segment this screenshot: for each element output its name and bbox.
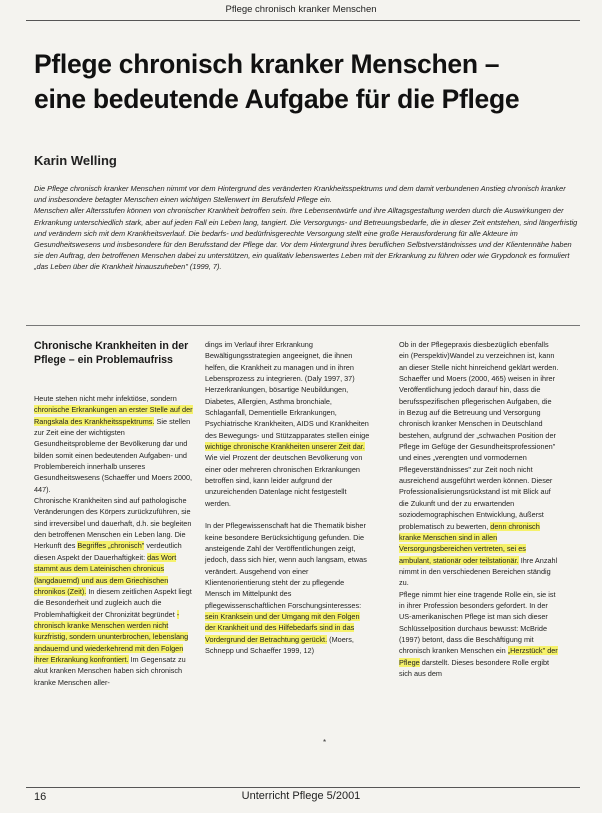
text-run: Wie viel Prozent der deutschen Bevölkerung von einer oder mehreren chronischen Erkrankungen betroffen sind, kann leider aufgrund der unzureichenden Datenlage nicht festgestellt werden. bbox=[205, 453, 363, 508]
paragraph bbox=[34, 393, 194, 495]
highlighted-text: Begriffes „chronisch" bbox=[77, 541, 145, 551]
article-title bbox=[34, 47, 574, 117]
abstract-paragraph-1: Die Pflege chronisch kranker Menschen nimmt vor dem Hintergrund des veränderten Krankheitsspektrums und dem damit verbundenen Anstieg chronisch kranker und insbesondere betagter Menschen einen wichtigen Stellenwert im Berufsfeld Pflege ein. bbox=[34, 184, 566, 205]
column-3 bbox=[399, 339, 559, 679]
highlighted-text: denn chronisch kranke Menschen sind in allen Versorgungsbereichen vertreten, sei es ambulant, stationär oder teilstationär. bbox=[399, 521, 540, 565]
highlighted-text: sein Kranksein und der Umgang mit den Folgen der Krankheit und des Hilfebedarfs sind in das Vordergrund der Betrachtung gerückt. bbox=[205, 611, 360, 644]
text-run: Im Gegensatz zu akut kranken Menschen haben sich chronisch kranke Menschen aller- bbox=[34, 654, 186, 687]
paragraph-gap bbox=[205, 509, 370, 520]
highlighted-text: das Wort stammt aus dem Lateinischen chronicus (langdauernd) und aus dem Griechischen chronikos (Zeit). bbox=[34, 552, 177, 596]
highlighted-text: wichtige chronische Krankheiten unserer Zeit dar. bbox=[205, 442, 365, 452]
column-1 bbox=[34, 339, 194, 688]
abstract-rule bbox=[26, 325, 580, 326]
page-number: 16 bbox=[34, 791, 47, 803]
text-run: Chronische Krankheiten sind auf pathologische Veränderungen des Körpers zurückzuführen, sie sind irreversibel und dauerhaft, d.h. sie begleiten den betroffenen Menschen ein Leben lang. Die Herkunft des bbox=[34, 496, 192, 551]
text-run: In diesem zeitlichen Aspekt liegt die Besonderheit und zugleich auch die Problemhaftigkeit der Chronizität begründet bbox=[34, 586, 192, 619]
text-run: darstellt. Dieses besondere Rolle ergibt sich aus dem bbox=[399, 657, 550, 678]
footer-rule bbox=[26, 787, 580, 788]
text-run: Ob in der Pflegepraxis diesbezüglich ebenfalls ein (Perspektiv)Wandel zu verzeichnen ist, kann an dieser Stelle nicht hinreichend geklärt werden. Schaeffer und Moers (2000, 465) weisen in ihrer Veröffentlichung jedoch darauf hin, dass die berufsspezifischen pflegerischen Aufgaben, die in Bezug auf die Betreuung und Versorgung chronisch kranker Menschen in Deutschland bestehen, aufgrund der „schwachen Position der Pflege im Gefüge der Gesundheitsprofessionen" und eines „verengten und vormodernen Pflegeverständnisses" zur Zeit noch nicht ausreichend ausgeführt werden können. Dieser Professionalisierungsrückstand ist mit Blick auf die Zukunft und der zu erwartenden soziodemographischen Entwicklung, äußerst problematisch zu bewerten, bbox=[399, 340, 559, 531]
header-rule bbox=[26, 20, 580, 21]
highlighted-text: chronische Erkrankungen an erster Stelle auf der Rangskala des Krankheitsspektrums. bbox=[34, 405, 193, 426]
text-run: verdeutlich diesen Aspekt der Dauerhaftigkeit: bbox=[34, 541, 182, 562]
author-name: Karin Welling bbox=[34, 153, 117, 168]
abstract bbox=[34, 183, 580, 273]
text-run: Ihre Anzahl nimmt in den verschiedenen Bereichen ständig zu. bbox=[399, 555, 558, 588]
paragraph bbox=[399, 339, 559, 589]
highlighted-text: „Herzstück" der Pflege bbox=[399, 646, 558, 667]
title-line-1: Pflege chronisch kranker Menschen – bbox=[34, 49, 500, 79]
paragraph bbox=[34, 495, 194, 688]
text-run: Heute stehen nicht mehr infektiöse, sondern bbox=[34, 394, 177, 403]
paragraph bbox=[205, 520, 370, 656]
running-head: Pflege chronisch kranker Menschen bbox=[225, 4, 377, 15]
text-run: In der Pflegewissenschaft hat die Thematik bisher keine besondere Berücksichtigung gefunden. Die ansteigende Zahl der Veröffentlichungen zeigt, jedoch, dass sich hier, wenn auch langsam, etwas verändert. Ausgehend von einer Klientenorientierung steht der zu pflegende Mensch im Mittelpunkt des pflegewissenschaftlichen Forschungsinteresses: bbox=[205, 521, 367, 610]
paragraph bbox=[399, 589, 559, 680]
title-line-2: eine bedeutende Aufgabe für die Pflege bbox=[34, 84, 520, 114]
pen-mark: * bbox=[323, 738, 327, 747]
abstract-paragraph-2: Menschen aller Altersstufen können von chronischer Krankheit betroffen sein. Ihre Lebensentwürfe und ihre Alltagsgestaltung werden durch die Auswirkungen der Erkrankung unterschiedlich stark, aber auf jeden Fall ein Leben lang, tangiert. Die Versorgungs- und Betreuungsbedarfe, die in dieser Zeit entstehen, sind längerfristig und verändern sich mit dem Krankheitsverlauf. Die bedarfs- und bedürfnisgerechte Versorgung stellt eine große Herausforderung für alle Akteure im Gesundheitswesens und insbesondere für den Berufsstand der Pflege dar. Vor dem Hintergrund ihres beruflichen Selbstverständnisses und der Klientennähe haben sie den Auftrag, den betroffenen Menschen dabei zu unterstützen, ein qualitativ lebenswertes Leben mit der Erkrankung zu führen oder wie Grypdonck es formuliert „das Leben über die Krankheit hinauszuheben" (1999, 7). bbox=[34, 206, 578, 272]
text-run: Herzerkrankungen, bösartige Neubildungen, Diabetes, Allergien, Asthma bronchiale, Schlaganfall, Dementielle Erkrankungen, Psychiatrische Krankheiten, AIDS und Krankheiten des Bewegungs- und Stützapparates stellen einige bbox=[205, 385, 370, 440]
highlighted-text: - chronisch kranke Menschen werden nicht kurzfristig, sondern ununterbrochen, lebenslang andauernd und wiederkehrend mit den Folgen ihrer Erkrankung konfrontiert. bbox=[34, 609, 189, 664]
column-2 bbox=[205, 339, 370, 656]
text-run: (Moers, Schnepp und Schaeffer 1999, 12) bbox=[205, 634, 354, 655]
text-run: Sie stellen zur Zeit eine der wichtigsten Gesundheitsprobleme der Bevölkerung dar und bilden somit einen bedeutenden Aufgaben- und Problembereich innerhalb unseres Gesundheitswesens (Schaeffer und Moers 2000, 447). bbox=[34, 416, 193, 494]
text-run: Pflege nimmt hier eine tragende Rolle ein, sie ist in ihrer Profession besonders gefordert. In der US-amerikanischen Pflege ist man sich dieser Schlüsselposition durchaus bewusst: McBride (1997) betont, dass die Beschäftigung mit chronisch kranken Menschen ein bbox=[399, 589, 556, 656]
paragraph: dings im Verlauf ihrer Erkrankung Bewältigungsstrategien angeeignet, die ihnen helfen, die Krankheit zu managen und in ihren Lebensprozess zu integrieren. (Daly 1997, 37) bbox=[205, 340, 355, 384]
paragraph bbox=[205, 384, 370, 509]
journal-name: Unterricht Pflege 5/2001 bbox=[241, 790, 361, 802]
section-heading: Chronische Krankheiten in der Pflege – ein Problemaufriss bbox=[34, 340, 189, 366]
